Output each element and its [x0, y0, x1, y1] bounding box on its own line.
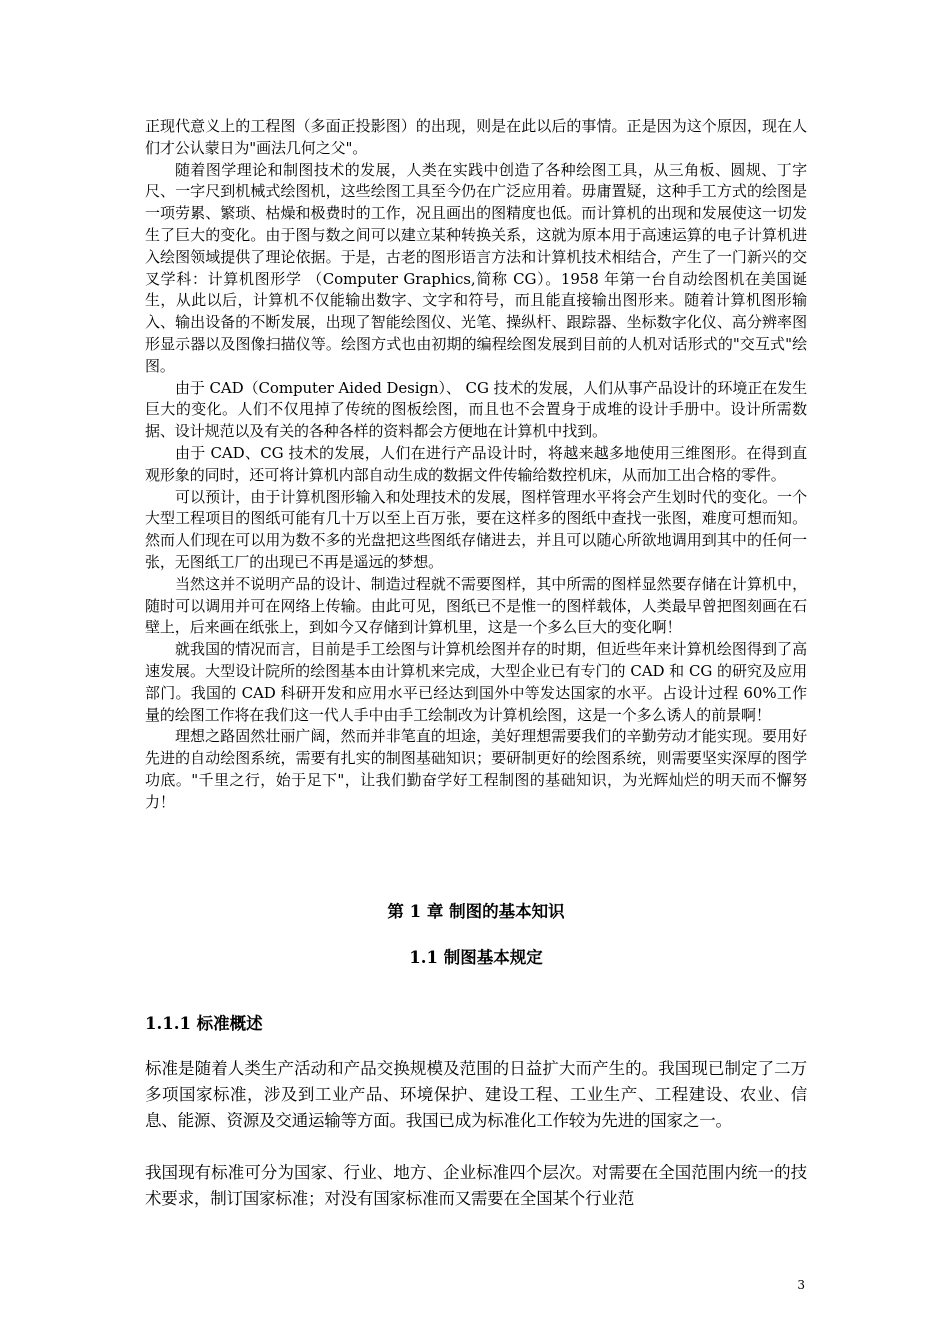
paragraph: 理想之路固然壮丽广阔，然而并非笔直的坦途，美好理想需要我们的辛勤劳动才能实现。要用好先进的自动绘图系统，需要有扎实的制图基础知识；要研制更好的绘图系统，则需要坚实深厚的图学功底。"千里之行，始于足下"，让我们勤奋学好工程制图的基础知识，为光辉灿烂的明天而不懈努力！: [145, 727, 807, 811]
paragraph: 由于 CAD（Computer Aided Design）、 CG 技术的发展，人们从事产品设计的环境正在发生巨大的变化。人们不仅甩掉了传统的图板绘图，而且也不会置身于成堆的设计手册中。设计所需数据、设计规范以及有关的各种各样的资料都会方便地在计算机中找到。: [145, 378, 807, 441]
paragraph: 我国现有标准可分为国家、行业、地方、企业标准四个层次。对需要在全国范围内统一的技术要求，制订国家标准；对没有国家标准而又需要在全国某个行业范: [145, 1163, 807, 1208]
paragraph: 可以预计，由于计算机图形输入和处理技术的发展，图样管理水平将会产生划时代的变化。一个大型工程项目的图纸可能有几十万以至上百万张，要在这样多的图纸中查找一张图，难度可想而知。然而人们现在可以用为数不多的光盘把这些图纸存储进去，并且可以随心所欲地调用到其中的任何一张，无图纸工厂的出现已不再是遥远的梦想。: [145, 487, 807, 571]
paragraph: 由于 CAD、CG 技术的发展，人们在进行产品设计时，将越来越多地使用三维图形。在得到直观形象的同时，还可将计算机内部自动生成的数据文件传输给数控机床，从而加工出合格的零件。: [145, 443, 807, 484]
paragraph: 正现代意义上的工程图（多面正投影图）的出现，则是在此以后的事情。正是因为这个原因，现在人们才公认蒙日为"画法几何之父"。: [145, 117, 807, 157]
paragraph: 随着图学理论和制图技术的发展，人类在实践中创造了各种绘图工具，从三角板、圆规、丁字尺、一字尺到机械式绘图机，这些绘图工具至今仍在广泛应用着。毋庸置疑，这种手工方式的绘图是一项劳累、繁琐、枯燥和极费时的工作，况且画出的图精度也低。而计算机的出现和发展使这一切发生了巨大的变化。由于图与数之间可以建立某种转换关系，这就为原本用于高速运算的电子计算机进入绘图领域提供了理论依据。于是，古老的图形语言方法和计算机技术相结合，产生了一门新兴的交叉学科：计算机图形学 （Computer Graphics,简称 CG）。1958 年第一台自动绘图机在美国诞生，从此以后，计算机不仅能输出数字、文字和符号，而且能直接输出图形来。随着计算机图形输入、输出设备的不断发展，出现了智能绘图仪、光笔、操纵杆、跟踪器、坐标数字化仪、高分辨率图形显示器以及图像扫描仪等。绘图方式也由初期的编程绘图发展到目前的人机对话形式的"交互式"绘图。: [145, 160, 807, 375]
paragraph: 就我国的情况而言，目前是手工绘图与计算机绘图并存的时期，但近些年来计算机绘图得到了高速发展。大型设计院所的绘图基本由计算机来完成，大型企业已有专门的 CAD 和 CG 的研究及应用部门。我国的 CAD 科研开发和应用水平已经达到国外中等发达国家的水平。占设计过程 60%工作量的绘图工作将在我们这一代人手中由手工绘制改为计算机绘图，这是一个多么诱人的前景啊！: [145, 640, 807, 724]
page-number: 3: [797, 1278, 805, 1292]
section-heading: 1.1 制图基本规定: [409, 948, 543, 967]
intro-text-block: [145, 116, 807, 814]
subsection-heading: 1.1.1 标准概述: [145, 1014, 263, 1033]
paragraph: 标准是随着人类生产活动和产品交换规模及范围的日益扩大而产生的。我国现已制定了二万多项国家标准，涉及到工业产品、环境保护、建设工程、工业生产、工程建设、农业、信息、能源、资源及交通运输等方面。我国已成为标准化工作较为先进的国家之一。: [145, 1059, 807, 1130]
standards-text-block: [145, 1056, 807, 1212]
paragraph: 当然这并不说明产品的设计、制造过程就不需要图样，其中所需的图样显然要存储在计算机中，随时可以调用并可在网络上传输。由此可见，图纸已不是惟一的图样载体，人类最早曾把图刻画在石壁上，后来画在纸张上，到如今又存储到计算机里，这是一个多么巨大的变化啊！: [145, 574, 807, 637]
chapter-heading: 第 1 章 制图的基本知识: [387, 902, 565, 921]
